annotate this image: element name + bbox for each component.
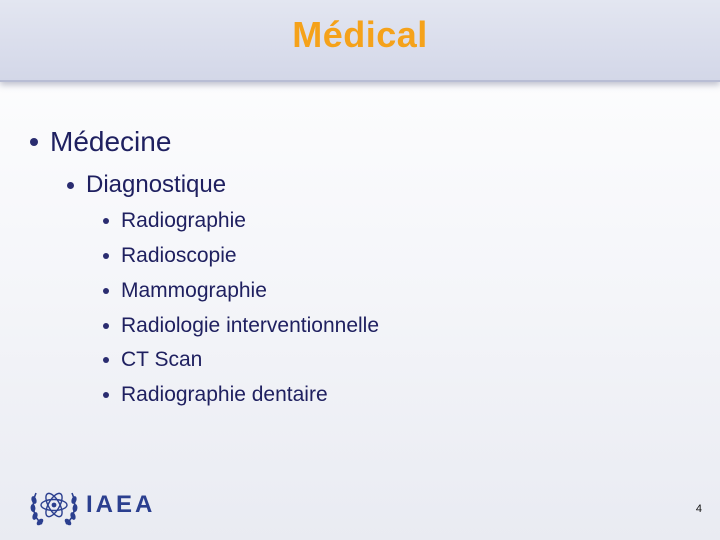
bullet-text: Radioscopie	[121, 244, 237, 267]
bullet-level3-item	[103, 244, 237, 268]
bullet-dot-icon	[103, 253, 109, 259]
bullet-text: Radiographie dentaire	[121, 383, 328, 406]
bullet-text: Médecine	[50, 126, 172, 157]
bullet-text: Mammographie	[121, 279, 267, 302]
bullet-level2	[67, 171, 226, 199]
iaea-logo	[28, 480, 155, 530]
iaea-emblem-icon	[28, 480, 80, 530]
bullet-text: CT Scan	[121, 348, 203, 371]
bullet-level3-item	[103, 383, 328, 407]
page-number: 4	[695, 503, 702, 515]
bullet-level3-item	[103, 348, 202, 372]
bullet-text: Diagnostique	[86, 171, 227, 198]
bullet-dot-icon	[103, 288, 109, 294]
logo-text: IAEA	[86, 491, 156, 518]
bullet-dot-icon	[103, 323, 109, 329]
bullet-text: Radiographie	[121, 209, 246, 232]
bullet-level1	[30, 126, 171, 158]
bullet-dot-icon	[103, 392, 109, 398]
bullet-dot-icon	[103, 218, 109, 224]
bullet-dot-icon	[30, 138, 38, 146]
bullet-level3-item	[103, 279, 267, 303]
slide-title: Médical	[292, 14, 428, 55]
bullet-dot-icon	[67, 182, 74, 189]
bullet-dot-icon	[103, 357, 109, 363]
bullet-level3-item	[103, 209, 246, 233]
title-band	[0, 0, 720, 82]
bullet-level3-item	[103, 314, 379, 338]
bullet-text: Radiologie interventionnelle	[121, 314, 380, 337]
